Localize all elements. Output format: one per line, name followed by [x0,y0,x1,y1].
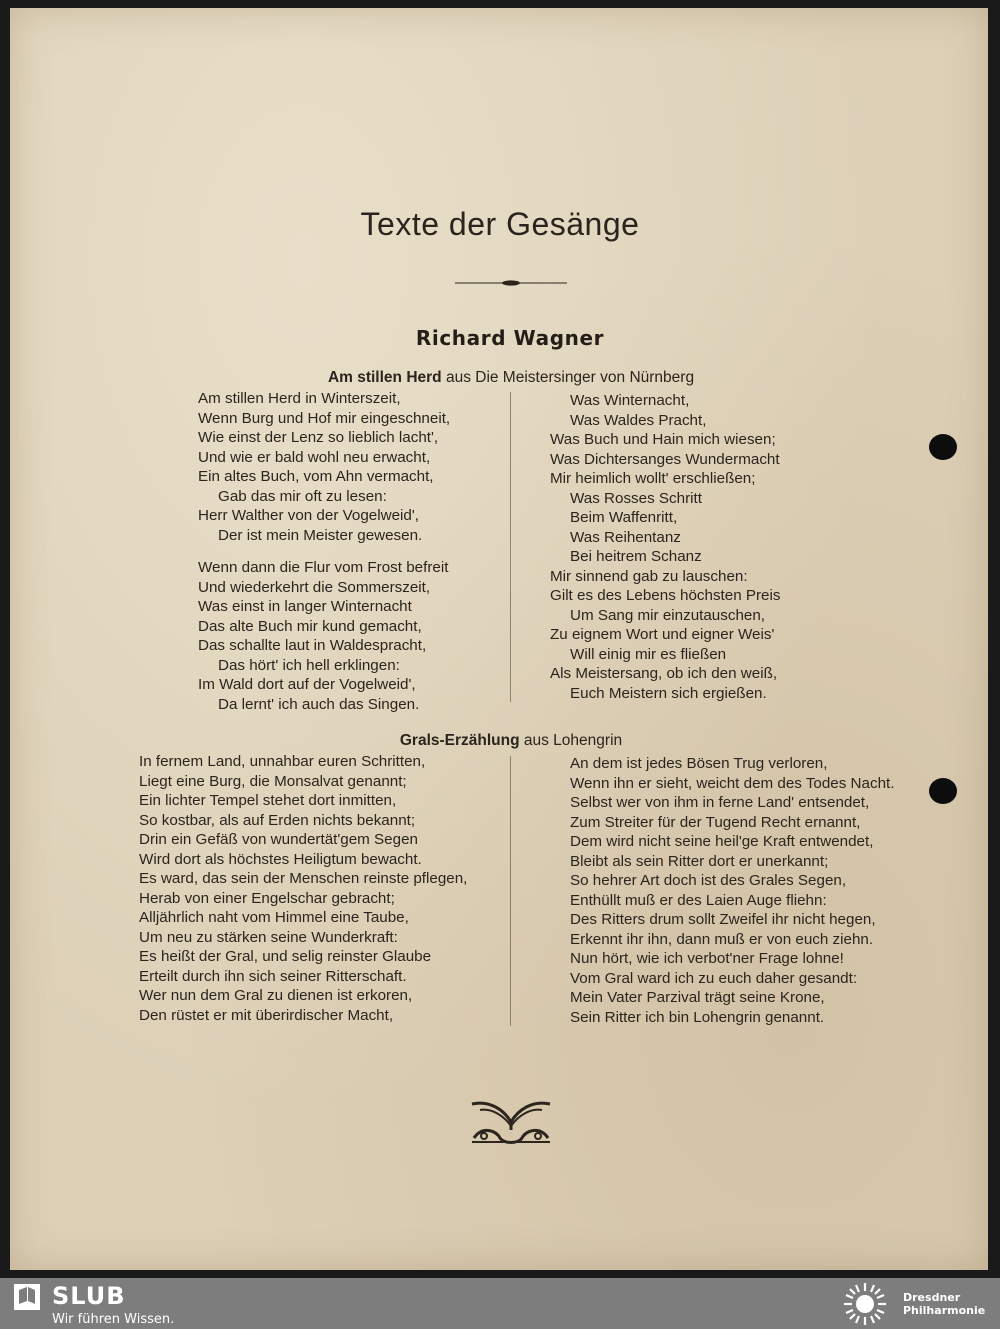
verse-line: Gab das mir oft zu lesen: [218,487,387,505]
song1-source: aus Die Meistersinger von Nürnberg [441,369,695,386]
verse-line: Was Rosses Schritt [570,489,702,507]
verse-line: Was Winternacht, [570,392,690,409]
verse-line: Das hört' ich hell erklingen: [218,656,400,674]
verse-line: Was Buch und Hain mich wiesen; [550,431,776,448]
verse-line: Enthüllt muß er des Laien Auge fliehn: [570,891,827,909]
verse-line: Und wiederkehrt die Sommerszeit, [198,578,431,596]
verse-line: Wenn Burg und Hof mir eingeschneit, [198,409,451,427]
verse-line: Was einst in langer Winternacht [198,598,412,615]
song1-title: Am stillen Herd [327,369,442,386]
song1-column-divider [510,392,511,702]
verse-line: Dem wird nicht seine heil'ge Kraft entwendet, [570,833,874,850]
song2-title: Grals-Erzählung [399,732,520,749]
song2-left-column [139,752,467,1025]
verse-line: Und wie er bald wohl neu erwacht, [198,448,431,466]
verse-line: Wird dort als höchstes Heiligtum bewacht. [139,850,422,868]
verse-line: Das schallte laut in Waldespracht, [198,637,427,654]
verse-line: Wenn dann die Flur vom Frost befreit [198,559,449,576]
verse-line: Herab von einer Engelschar gebracht; [139,889,395,907]
punch-hole [929,434,957,460]
song2-heading [0,732,1000,750]
verse-line: Mein Vater Parzival trägt seine Krone, [570,989,825,1006]
song2-column-divider [510,756,511,1026]
verse-line: Alljährlich naht vom Himmel eine Taube, [139,909,409,926]
stanza-gap [198,545,450,558]
song1-left-column [198,389,450,714]
verse-line: So hehrer Art doch ist des Grales Segen, [570,872,847,889]
composer-heading: Richard Wagner [415,326,605,350]
verse-line: Um Sang mir einzutauschen, [570,606,765,624]
verse-line: Bleibt als sein Ritter dort er unerkannt; [570,852,829,870]
verse-line: Zum Streiter für der Tugend Recht ernannt, [570,813,861,831]
verse-line: Da lernt' ich auch das Singen. [218,695,420,713]
verse-line: Vom Gral ward ich zu euch daher gesandt: [570,969,858,987]
song1-heading [0,369,1000,387]
verse-line: Liegt eine Burg, die Monsalvat genannt; [139,772,407,790]
verse-line: Drin ein Gefäß von wundertät'gem Segen [139,831,418,848]
verse-line: Wer nun dem Gral zu dienen ist erkoren, [139,987,413,1004]
verse-line: Des Ritters drum sollt Zweifel ihr nicht hegen, [570,911,876,928]
partner-name[interactable]: Dresdner Philharmonie [903,1291,986,1317]
verse-line: Mir heimlich wollt' erschließen; [550,470,756,487]
verse-line: Was Dichtersanges Wundermacht [550,450,780,468]
title-divider-ornament [455,280,567,286]
verse-line: Es heißt der Gral, und selig reinster Glaube [139,948,432,965]
footer-bar [0,1278,1000,1329]
verse-line: Zu eignem Wort und eigner Weis' [550,626,775,643]
verse-line: Es ward, das sein der Menschen reinste pflegen, [139,870,468,887]
verse-line: Wie einst der Lenz so lieblich lacht', [198,429,439,446]
verse-line: Wenn ihn er sieht, weicht dem des Todes Nacht. [570,774,895,792]
verse-line: Erteilt durch ihn sich seiner Ritterschaft. [139,967,407,985]
verse-line: Euch Meistern sich ergießen. [570,684,767,702]
verse-line: Ein lichter Tempel stehet dort inmitten, [139,792,397,809]
slub-name[interactable]: SLUB [52,1282,126,1310]
verse-line: Nun hört, wie ich verbot'ner Frage lohne! [570,950,844,967]
verse-line: Am stillen Herd in Winterszeit, [198,390,401,407]
paper-sheet [10,8,988,1270]
verse-line: Was Waldes Pracht, [570,411,707,429]
punch-hole [929,778,957,804]
verse-line: Was Reihentanz [570,528,681,546]
verse-line: Gilt es des Lebens höchsten Preis [550,587,781,604]
verse-line: Bei heitrem Schanz [570,548,702,565]
song1-right-column [550,391,780,703]
song2-source: aus Lohengrin [519,732,623,749]
slub-logo-icon[interactable] [14,1284,40,1310]
verse-line: Erkennt ihr ihn, dann muß er von euch ziehn. [570,930,874,948]
song2-right-column [570,754,894,1027]
verse-line: Ein altes Buch, vom Ahn vermacht, [198,468,434,485]
verse-line: In fernem Land, unnahbar euren Schritten, [139,753,426,770]
verse-line: Im Wald dort auf der Vogelweid', [198,676,416,693]
verse-line: Als Meistersang, ob ich den weiß, [550,665,778,682]
verse-line: So kostbar, als auf Erden nichts bekannt; [139,811,416,829]
verse-line: Um neu zu stärken seine Wunderkraft: [139,928,398,946]
slub-tagline: Wir führen Wissen. [52,1312,175,1327]
dresdner-philharmonie-logo-icon[interactable] [842,1281,888,1327]
verse-line: An dem ist jedes Bösen Trug verloren, [570,755,828,772]
verse-line: Mir sinnend gab zu lauschen: [550,567,748,585]
verse-line: Will einig mir es fließen [570,645,727,663]
verse-line: Das alte Buch mir kund gemacht, [198,617,422,635]
verse-line: Der ist mein Meister gewesen. [218,526,423,544]
verse-line: Herr Walther von der Vogelweid', [198,507,419,524]
page-title: Texte der Gesänge [360,206,640,242]
verse-line: Beim Waffenritt, [570,509,678,526]
verse-line: Selbst wer von ihm in ferne Land' entsendet, [570,794,870,811]
verse-line: Den rüstet er mit überirdischer Macht, [139,1006,394,1024]
verse-line: Sein Ritter ich bin Lohengrin genannt. [570,1008,825,1026]
art-nouveau-ornament [470,1100,552,1146]
